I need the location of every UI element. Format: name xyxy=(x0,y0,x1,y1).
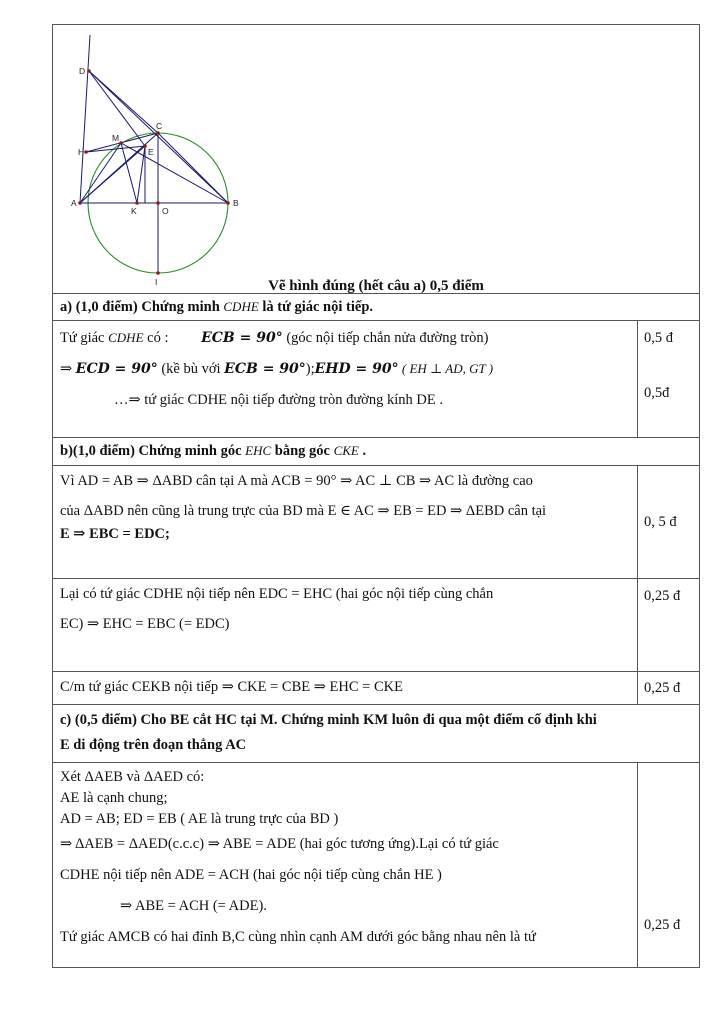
label-b: B xyxy=(233,198,239,208)
part-a-l2-math3: EHD = 90° xyxy=(314,361,399,378)
part-c-heading-l2: E di động trên đoạn thẳng AC xyxy=(60,737,247,754)
label-c: C xyxy=(156,121,163,131)
part-a-body xyxy=(53,321,638,438)
segment-mk xyxy=(121,143,137,203)
point-o xyxy=(156,201,160,205)
part-b-r2-score: 0,25 đ xyxy=(638,578,700,671)
part-a-score-2: 0,5đ xyxy=(644,384,670,401)
part-b-r2-l2: EC) ⇒ EHC = EBC (= EDC) xyxy=(60,616,230,633)
part-b-r3-score: 0,25 đ xyxy=(638,671,700,704)
part-b-r1-l3: E ⇒ EBC = EDC; xyxy=(60,525,170,542)
label-h: H xyxy=(78,147,85,157)
figure-row xyxy=(53,25,700,294)
part-b-row-1 xyxy=(53,465,700,578)
part-c-body xyxy=(53,762,638,967)
figure-cell xyxy=(53,25,700,294)
label-a: A xyxy=(71,198,77,208)
part-c-score: 0,25 đ xyxy=(638,762,700,967)
segment-ae xyxy=(80,146,145,203)
part-a-heading-post: là tứ giác nội tiếp. xyxy=(258,299,374,315)
geometry-figure xyxy=(65,29,265,289)
part-c-body-row xyxy=(53,762,700,967)
part-a-l2-math2: ECB = 90° xyxy=(224,361,306,378)
part-c-heading-l1: c) (0,5 điểm) Cho BE cắt HC tại M. Chứng minh KM luôn đi qua một điểm cố định khi xyxy=(60,711,597,728)
part-a-line-3: …⇒ tứ giác CDHE nội tiếp đường tròn đường kính DE . xyxy=(114,391,443,408)
segment-dc xyxy=(89,71,158,133)
part-a-scores xyxy=(638,321,700,438)
part-b-row-2 xyxy=(53,578,700,671)
part-c-l4: ⇒ ΔAEB = ΔAED(c.c.c) ⇒ ABE = ADE (hai góc tương ứng).Lại có tứ giác xyxy=(60,835,499,852)
part-b-row-3 xyxy=(53,671,700,704)
part-a-l2-mid2: ); xyxy=(305,361,315,378)
part-c-l2: AE là cạnh chung; xyxy=(60,789,168,806)
label-i: I xyxy=(155,277,158,287)
part-a-heading-pre: a) (1,0 điểm) Chứng minh xyxy=(60,299,224,315)
part-a-line-2 xyxy=(60,358,630,381)
label-k: K xyxy=(131,206,137,216)
part-a-l1-mid: có : xyxy=(143,330,173,347)
part-b-heading-post: . xyxy=(358,443,367,460)
part-c-l6: ⇒ ABE = ACH (= ADE). xyxy=(120,897,267,914)
point-a xyxy=(78,201,82,205)
part-b-heading-mid: bằng góc xyxy=(271,443,334,460)
label-e: E xyxy=(148,147,154,157)
line-ad xyxy=(80,35,90,203)
part-b-r1-l1: Vì AD = AB ⇒ ΔABD cân tại A mà ACB = 90° ⇒ AC ⊥ CB ⇒ AC là đường cao xyxy=(60,472,533,489)
part-b-heading-var2: CKE xyxy=(333,443,359,459)
part-b-row-2-text xyxy=(53,578,638,671)
solution-table xyxy=(52,24,700,968)
part-a-l1-post: (góc nội tiếp chắn nửa đường tròn) xyxy=(282,330,489,347)
point-m xyxy=(119,141,123,145)
part-c-l1: Xét ΔAEB và ΔAED có: xyxy=(60,768,205,785)
part-c-heading-row xyxy=(53,704,700,762)
part-a-l2-mid: (kề bù với xyxy=(157,361,225,378)
part-b-heading xyxy=(53,438,700,465)
segment-cb xyxy=(158,133,228,203)
part-b-heading-var1: EHC xyxy=(245,443,272,459)
part-a-l1-pre: Tứ giác xyxy=(60,330,109,347)
part-a-score-1: 0,5 đ xyxy=(644,330,673,347)
part-b-r1-l2: của ΔABD nên cũng là trung trực của BD mà E ∈ AC ⇒ EB = ED ⇒ ΔEBD cân tại xyxy=(60,503,547,520)
part-b-r1-score: 0, 5 đ xyxy=(638,465,700,578)
point-k xyxy=(135,201,139,205)
part-a-l2-math1: ECD = 90° xyxy=(75,361,158,378)
part-b-heading-pre: b)(1,0 điểm) Chứng minh góc xyxy=(60,443,246,460)
part-c-l7: Tứ giác AMCB có hai đỉnh B,C cùng nhìn cạnh AM dưới góc bằng nhau nên là tứ xyxy=(60,928,536,945)
point-e xyxy=(143,144,147,148)
part-b-r2-l1: Lại có tứ giác CDHE nội tiếp nên EDC = EHC (hai góc nội tiếp cùng chắn xyxy=(60,585,494,602)
part-b-row-1-text xyxy=(53,465,638,578)
part-a-l2-pre: ⇒ xyxy=(60,361,76,378)
part-a-line-1 xyxy=(60,327,630,350)
part-a-l2-post: ( EH ⊥ AD, GT ) xyxy=(398,361,494,377)
part-a-heading-var: CDHE xyxy=(223,299,259,314)
label-m: M xyxy=(112,133,120,143)
part-c-l3: AD = AB; ED = EB ( AE là trung trực của BD ) xyxy=(60,810,339,827)
label-d: D xyxy=(79,66,86,76)
figure-caption: Vẽ hình đúng (hết câu a) 0,5 điểm xyxy=(268,278,484,294)
part-a-l1-math: ECB = 90° xyxy=(201,330,283,347)
part-b-row-3-text: C/m tứ giác CEKB nội tiếp ⇒ CKE = CBE ⇒ EHC = CKE xyxy=(53,671,638,704)
point-d xyxy=(87,69,91,73)
part-b-heading-row xyxy=(53,438,700,465)
point-c xyxy=(156,131,160,135)
point-h xyxy=(84,150,88,154)
part-c-heading xyxy=(53,704,700,762)
part-c-l5: CDHE nội tiếp nên ADE = ACH (hai góc nội tiếp cùng chắn HE ) xyxy=(60,866,442,883)
part-a-body-row xyxy=(53,321,700,438)
part-a-l1-var: CDHE xyxy=(108,330,144,346)
point-b xyxy=(226,201,230,205)
label-o: O xyxy=(162,206,169,216)
solution-page xyxy=(52,24,700,978)
